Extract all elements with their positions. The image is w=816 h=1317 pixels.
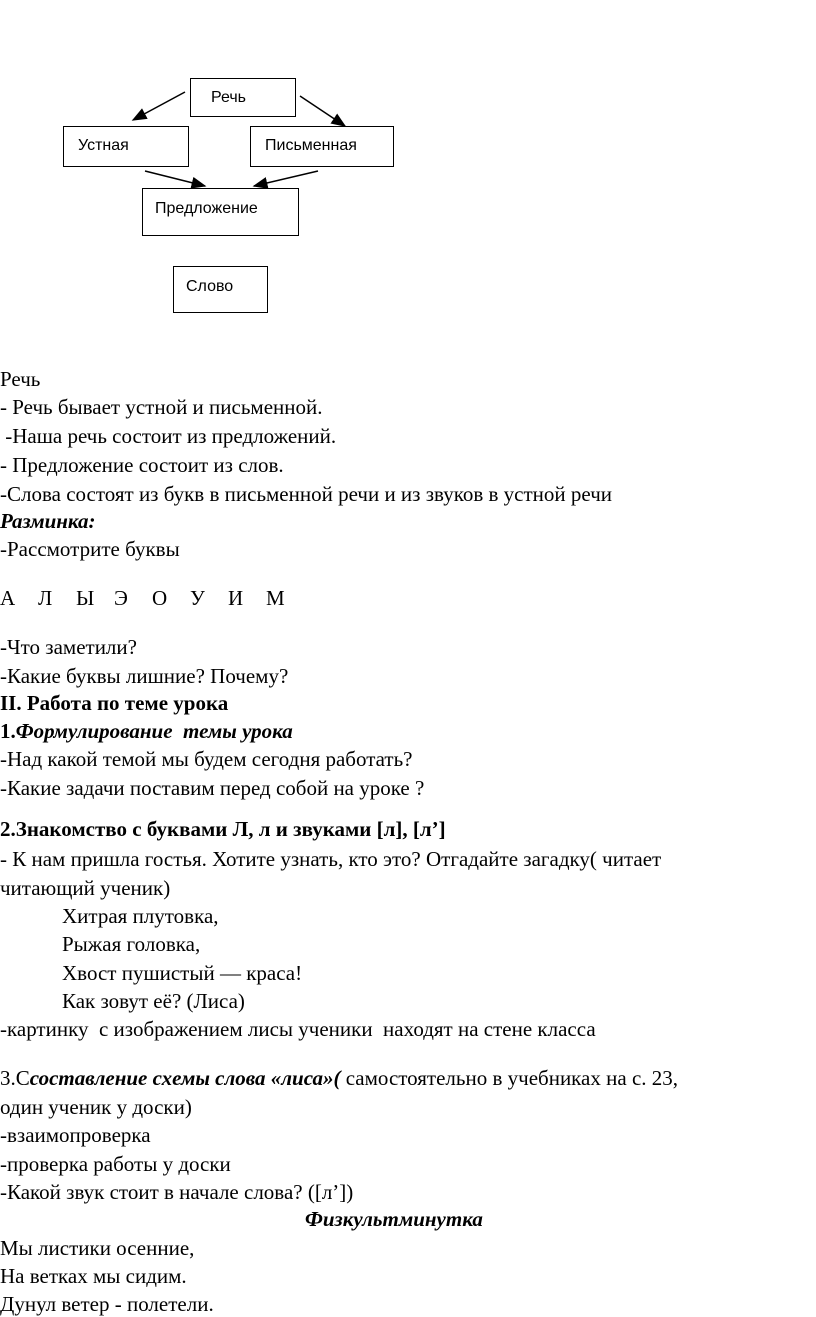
heading-text: Формулирование темы урока <box>15 719 293 743</box>
poem-line: Рыжая головка, <box>62 932 201 956</box>
heading-rest: самостоятельно в учебниках на с. 23, <box>340 1066 679 1090</box>
heading-fizkultminutka: Физкультминутка <box>305 1207 483 1231</box>
letter: У <box>190 586 205 610</box>
line-gostya: - К нам пришла гостья. Хотите узнать, кто это? Отгадайте загадку( читает <box>0 847 662 871</box>
line-nasha-rech: -Наша речь состоит из предложений. <box>0 424 337 448</box>
line-chto-zametili: -Что заметили? <box>0 635 137 659</box>
heading-sostavlenie <box>0 1065 678 1091</box>
line-kakie-bukvy: -Какие буквы лишние? Почему? <box>0 664 289 688</box>
poem-line: Мы листики осенние, <box>0 1236 195 1260</box>
line-vzaimoproverka: -взаимопроверка <box>0 1123 151 1147</box>
line-rech-ustnaya: - Речь бывает устной и письменной. <box>0 395 323 419</box>
letter: Ы <box>76 586 95 610</box>
heading-text: составление схемы слова «лиса»( <box>29 1066 341 1090</box>
heading-rabota: II. Работа по теме урока <box>0 691 229 715</box>
line-nad-kakoy: -Над какой темой мы будем сегодня работать? <box>0 747 413 771</box>
letter: Э <box>114 586 128 610</box>
line-chitayushchiy: читающий ученик) <box>0 876 171 900</box>
heading-formulirovanie <box>0 718 293 744</box>
poem-line: Хвост пушистый — краса! <box>62 961 303 985</box>
box-predlozhenie: Предложение <box>142 188 299 236</box>
heading-number: 3.С <box>0 1066 30 1090</box>
poem-line: Дунул ветер - полетели. <box>0 1292 214 1316</box>
box-pismennaya: Письменная <box>250 126 394 167</box>
letter: О <box>152 586 168 610</box>
poem-line: На ветках мы сидим. <box>0 1264 187 1288</box>
arrow-rech-to-ustnaya <box>133 92 185 120</box>
heading-znakomstvo: 2.Знакомство с буквами Л, л и звуками [л], [л’] <box>0 817 446 841</box>
box-ustnaya: Устная <box>63 126 189 167</box>
line-rech: Речь <box>0 367 41 391</box>
line-odin-uchenik: один ученик у доски) <box>0 1095 192 1119</box>
poem-line: Как зовут её? (Лиса) <box>62 989 245 1013</box>
speech-diagram <box>0 0 816 330</box>
line-proverka: -проверка работы у доски <box>0 1152 231 1176</box>
heading-razminka: Разминка: <box>0 509 96 533</box>
letter: И <box>228 586 244 610</box>
arrow-pismennaya-to-predlozhenie <box>254 171 318 186</box>
box-slovo: Слово <box>173 266 268 313</box>
line-kakie-zadachi: -Какие задачи поставим перед собой на уроке ? <box>0 776 425 800</box>
line-rassmotrite: -Рассмотрите буквы <box>0 537 180 561</box>
line-kartinku: -картинку с изображением лисы ученики находят на стене класса <box>0 1017 596 1041</box>
heading-number: 1. <box>0 719 16 743</box>
arrow-ustnaya-to-predlozhenie <box>145 171 205 186</box>
line-predlozhenie: - Предложение состоит из слов. <box>0 453 284 477</box>
line-kakoy-zvuk: -Какой звук стоит в начале слова? ([л’]) <box>0 1180 354 1204</box>
box-rech: Речь <box>190 78 296 117</box>
letters-row <box>0 585 304 611</box>
letter: М <box>266 586 285 610</box>
letter: А <box>0 586 16 610</box>
line-slova: -Слова состоят из букв в письменной речи и из звуков в устной речи <box>0 482 612 506</box>
arrow-rech-to-pismennaya <box>300 96 345 126</box>
poem-line: Хитрая плутовка, <box>62 904 219 928</box>
letter: Л <box>38 586 53 610</box>
